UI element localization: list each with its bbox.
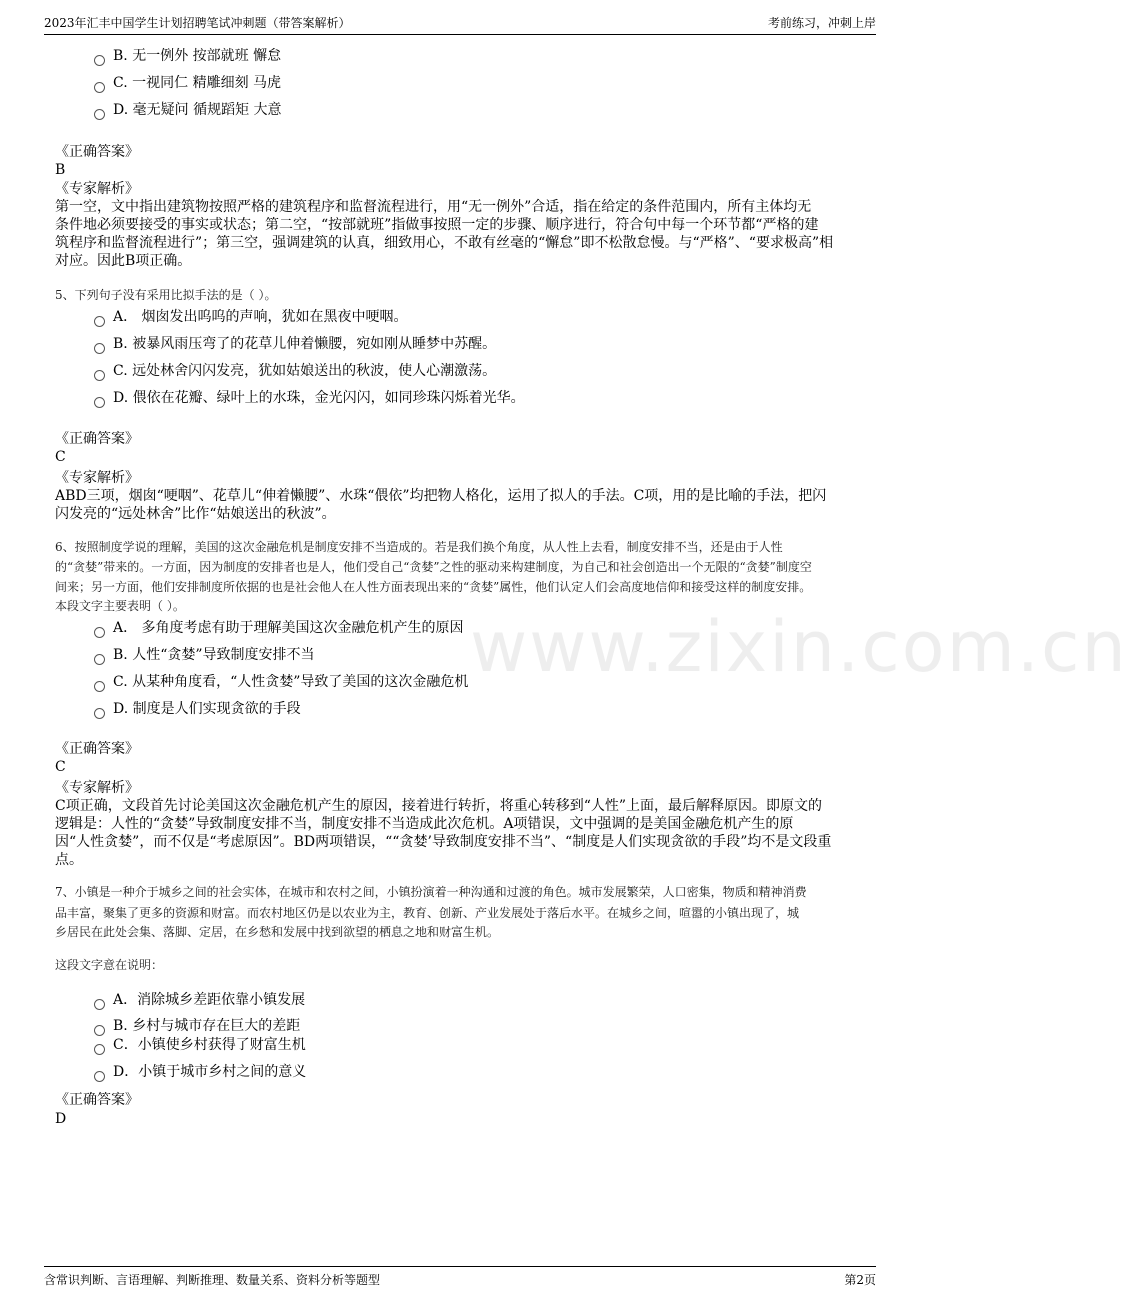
radio-icon[interactable]	[94, 1025, 105, 1036]
q6-answer: C	[55, 759, 66, 775]
q5-analysis-line: ABD三项，烟囱“哽咽”、花草儿“伸着懒腰”、水珠“偎依”均把物人格化，运用了拟人的手法。C项，用的是比喻的手法，把闪	[55, 488, 827, 504]
q7-question: 这段文字意在说明：	[55, 958, 164, 972]
radio-icon[interactable]	[94, 654, 105, 665]
radio-icon[interactable]	[94, 1071, 105, 1082]
radio-icon[interactable]	[94, 82, 105, 93]
option-label: D. 毫无疑问 循规蹈矩 大意	[113, 102, 282, 118]
q6-stem-line: 间来；另一方面，他们安排制度所依据的也是社会他人在人性方面表现出来的“贪婪”属性，他们认定人们会高度地信仰和接受这样的制度安排。	[55, 580, 812, 594]
radio-icon[interactable]	[94, 109, 105, 120]
q4-analysis-line: 第一空，文中指出建筑物按照严格的建筑程序和监督流程进行，用“无一例外”合适，指在给定的条件范围内，所有主体均无	[55, 199, 812, 215]
q4-analysis-label: 《专家解析》	[55, 181, 139, 197]
radio-icon[interactable]	[94, 370, 105, 381]
page-footer	[44, 1266, 876, 1291]
radio-icon[interactable]	[94, 55, 105, 66]
q4-answer-label: 《正确答案》	[55, 144, 139, 160]
q6-option-d[interactable]	[94, 700, 301, 719]
q6-analysis-line: C项正确，文段首先讨论美国这次金融危机产生的原因，接着进行转折，将重心转移到“人性”上面，最后解释原因。即原文的	[55, 798, 823, 814]
q6-option-b[interactable]	[94, 646, 315, 665]
radio-icon[interactable]	[94, 627, 105, 638]
q7-answer: D	[55, 1111, 67, 1127]
option-label: C. 一视同仁 精雕细刻 马虎	[113, 75, 282, 91]
option-label: C. 从某种角度看，“人性贪婪”导致了美国的这次金融危机	[113, 674, 469, 690]
q5-answer-label: 《正确答案》	[55, 431, 139, 447]
option-label: C. 远处林舍闪闪发亮，犹如姑娘送出的秋波，使人心潮激荡。	[113, 363, 497, 379]
q7-stem-line: 7、小镇是一种介于城乡之间的社会实体，在城市和农村之间，小镇扮演着一种沟通和过渡的角色。城市发展繁荣，人口密集，物质和精神消费	[55, 885, 807, 899]
q6-option-a[interactable]	[94, 619, 464, 638]
q7-stem-line: 品丰富，聚集了更多的资源和财富。而农村地区仍是以农业为主，教育、创新、产业发展处于落后水平。在城乡之间，喧嚣的小镇出现了，城	[55, 906, 800, 920]
q7-option-a[interactable]	[94, 991, 305, 1010]
q7-option-c[interactable]	[94, 1036, 306, 1055]
q6-analysis-line: 逻辑是：人性的“贪婪”导致制度安排不当，制度安排不当造成此次危机。A项错误，文中强调的是美国金融危机产生的原	[55, 816, 794, 832]
option-label: A． 多角度考虑有助于理解美国这次金融危机产生的原因	[113, 620, 464, 636]
radio-icon[interactable]	[94, 681, 105, 692]
option-label: D. 偎依在花瓣、绿叶上的水珠，金光闪闪，如同珍珠闪烁着光华。	[113, 390, 525, 406]
radio-icon[interactable]	[94, 316, 105, 327]
header-slogan: 考前练习，冲刺上岸	[767, 16, 876, 30]
q6-stem-line: 6、按照制度学说的理解，美国的这次金融危机是制度安排不当造成的。若是我们换个角度，从人性上去看，制度安排不当，还是由于人性	[55, 540, 783, 554]
footer-note: 含常识判断、言语理解、判断推理、数量关系、资料分析等题型	[44, 1273, 381, 1287]
q6-analysis-line: 点。	[55, 852, 83, 868]
page-number: 第2页	[844, 1273, 876, 1287]
option-label: B. 乡村与城市存在巨大的差距	[113, 1018, 301, 1034]
q5-option-a[interactable]	[94, 308, 408, 327]
radio-icon[interactable]	[94, 1044, 105, 1055]
q4-option-c[interactable]	[94, 74, 281, 93]
q7-answer-label: 《正确答案》	[55, 1092, 139, 1108]
option-label: D．小镇于城市乡村之间的意义	[113, 1064, 307, 1080]
page-header	[44, 12, 876, 35]
option-label: B. 人性“贪婪”导致制度安排不当	[113, 647, 315, 663]
q5-analysis-label: 《专家解析》	[55, 470, 139, 486]
q7-option-b[interactable]	[94, 1017, 300, 1036]
option-label: B. 被暴风雨压弯了的花草儿伸着懒腰，宛如刚从睡梦中苏醒。	[113, 336, 497, 352]
radio-icon[interactable]	[94, 708, 105, 719]
q7-stem-line: 乡居民在此处会集、落脚、定居，在乡愁和发展中找到欲望的栖息之地和财富生机。	[55, 925, 500, 939]
q4-option-b[interactable]	[94, 47, 281, 66]
q4-option-d[interactable]	[94, 101, 282, 120]
q5-option-b[interactable]	[94, 335, 496, 354]
q5-option-c[interactable]	[94, 362, 496, 381]
q5-answer: C	[55, 449, 66, 465]
q6-analysis-label: 《专家解析》	[55, 780, 139, 796]
radio-icon[interactable]	[94, 343, 105, 354]
q5-option-d[interactable]	[94, 389, 525, 408]
q6-answer-label: 《正确答案》	[55, 741, 139, 757]
q4-analysis-line: 对应。因此B项正确。	[55, 253, 192, 269]
watermark: www.zixin.com.cn	[470, 606, 1128, 688]
q6-analysis-line: 因“人性贪婪”，而不仅是“考虑原因”。BD两项错误，““贪婪’导致制度安排不当”、“制度是人们实现贪欲的手段”均不是文段重	[55, 834, 832, 850]
radio-icon[interactable]	[94, 999, 105, 1010]
option-label: A． 烟囱发出呜呜的声响，犹如在黑夜中哽咽。	[113, 309, 408, 325]
radio-icon[interactable]	[94, 397, 105, 408]
q6-stem-line: 的“贪婪”带来的。一方面，因为制度的安排者也是人，他们受自己“贪婪”之性的驱动来构建制度，为自己和社会创造出一个无限的“贪婪”制度空	[55, 560, 812, 574]
option-label: C．小镇使乡村获得了财富生机	[113, 1037, 306, 1053]
q5-stem: 5、下列句子没有采用比拟手法的是（ ）。	[55, 288, 277, 302]
option-label: A．消除城乡差距依靠小镇发展	[113, 992, 306, 1008]
document-title: 2023年汇丰中国学生计划招聘笔试冲刺题（带答案解析）	[44, 16, 351, 30]
q4-analysis-line: 筑程序和监督流程进行”；第三空，强调建筑的认真，细致用心，不敢有丝毫的“懈怠”即不松散怠慢。与“严格”、“要求极高”相	[55, 235, 834, 251]
q6-stem-line: 本段文字主要表明（ ）。	[55, 599, 185, 613]
q5-analysis-line: 闪发亮的“远处林舍”比作“姑娘送出的秋波”。	[55, 506, 336, 522]
q7-option-d[interactable]	[94, 1063, 306, 1082]
option-label: D. 制度是人们实现贪欲的手段	[113, 701, 301, 717]
q4-analysis-line: 条件地必须要接受的事实或状态；第二空，“按部就班”指做事按照一定的步骤、顺序进行，符合句中每一个环节都“严格的建	[55, 217, 819, 233]
q4-answer: B	[55, 162, 66, 178]
q6-option-c[interactable]	[94, 673, 468, 692]
option-label: B. 无一例外 按部就班 懈怠	[113, 48, 282, 64]
